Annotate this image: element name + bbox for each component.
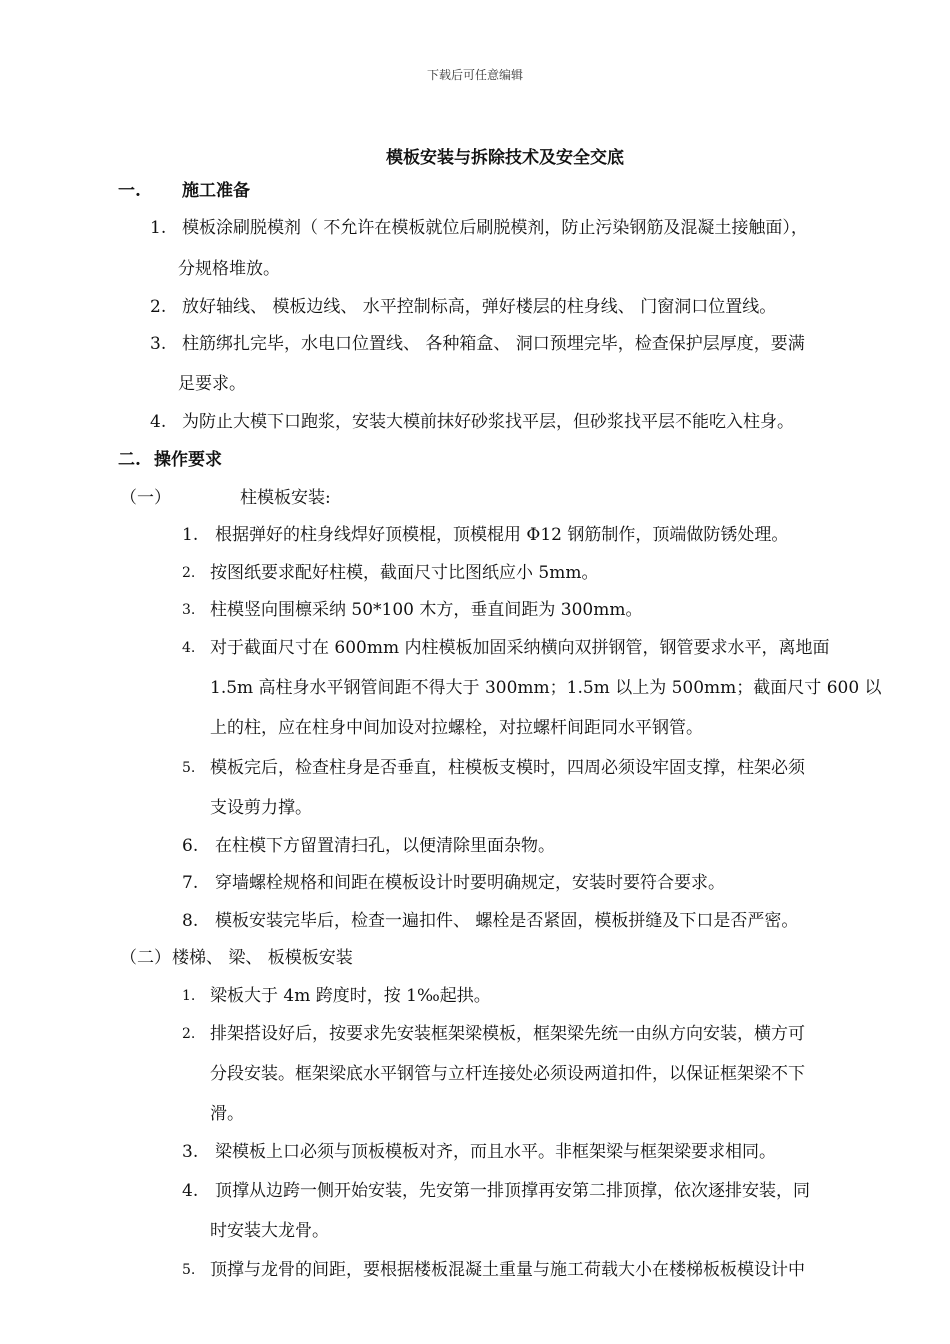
sub1-item-1-line-1: 根据弹好的柱身线焊好顶模棍，顶模棍用 Φ12 钢筋制作，顶端做防锈处理。 <box>215 525 789 545</box>
sub2-item-2-number: 2. <box>182 1026 196 1042</box>
sub1-item-4-line-1: 对于截面尺寸在 600mm 内柱模板加固采纳横向双拼钢管，钢管要求水平，离地面 <box>210 638 830 658</box>
s1-item-1-line-2: 分规格堆放。 <box>178 259 280 279</box>
sub-2-heading: 楼梯、 梁、 板模板安装 <box>172 948 353 968</box>
sub2-item-2-line-3: 滑。 <box>210 1104 244 1124</box>
sub-2-number: （二） <box>120 948 171 968</box>
sub2-item-4-line-1: 顶撑从边跨一侧开始安装，先安第一排顶撑再安第二排顶撑，依次逐排安装，同 <box>215 1181 810 1201</box>
sub1-item-4-line-3: 上的柱，应在柱身中间加设对拉螺栓，对拉螺杆间距同水平钢管。 <box>210 718 703 738</box>
sub1-item-8-line-1: 模板安装完毕后，检查一遍扣件、 螺栓是否紧固，模板拼缝及下口是否严密。 <box>215 911 799 931</box>
page-header: 下载后可任意编辑 <box>426 68 523 82</box>
sub1-item-4-number: 4. <box>182 640 196 656</box>
sub1-item-5-line-2: 支设剪力撑。 <box>210 798 312 818</box>
section-2-number: 二. <box>118 450 141 470</box>
sub2-item-4-number: 4. <box>182 1181 199 1201</box>
sub2-item-5-number: 5. <box>182 1262 196 1278</box>
sub1-item-6-number: 6. <box>182 836 199 856</box>
document-title: 模板安装与拆除技术及安全交底 <box>386 148 624 168</box>
sub1-item-8-number: 8. <box>182 911 199 931</box>
sub1-item-5-line-1: 模板完后，检查柱身是否垂直，柱模板支模时，四周必须设牢固支撑，柱架必须 <box>210 758 805 778</box>
s1-item-4-line-1: 为防止大模下口跑浆，安装大模前抹好砂浆找平层，但砂浆找平层不能吃入柱身。 <box>182 412 794 432</box>
sub2-item-2-line-2: 分段安装。框架梁底水平钢管与立杆连接处必须设两道扣件，以保证框架梁不下 <box>210 1064 805 1084</box>
sub-1-heading: 柱模板安装: <box>240 488 331 508</box>
sub2-item-3-number: 3. <box>182 1142 199 1162</box>
section-2-heading: 操作要求 <box>154 450 222 470</box>
s1-item-3-number: 3. <box>150 334 167 354</box>
section-1-number: 一. <box>118 181 141 201</box>
sub2-item-5-line-1: 顶撑与龙骨的间距，要根据楼板混凝土重量与施工荷载大小在楼梯板板模设计中 <box>210 1260 805 1280</box>
s1-item-3-line-2: 足要求。 <box>178 374 246 394</box>
sub1-item-2-number: 2. <box>182 565 196 581</box>
sub2-item-2-line-1: 排架搭设好后，按要求先安装框架梁模板，框架梁先统一由纵方向安装，横方可 <box>210 1024 805 1044</box>
s1-item-3-line-1: 柱筋绑扎完毕，水电口位置线、 各种箱盒、 洞口预埋完毕，检查保护层厚度，要满 <box>182 334 805 354</box>
sub1-item-5-number: 5. <box>182 760 196 776</box>
sub2-item-4-line-2: 时安装大龙骨。 <box>210 1221 329 1241</box>
sub-1-number: （一） <box>120 488 171 508</box>
s1-item-4-number: 4. <box>150 412 167 432</box>
sub1-item-6-line-1: 在柱模下方留置清扫孔，以便清除里面杂物。 <box>215 836 555 856</box>
sub1-item-7-line-1: 穿墙螺栓规格和间距在模板设计时要明确规定，安装时要符合要求。 <box>215 873 725 893</box>
sub1-item-4-line-2: 1.5m 高柱身水平钢管间距不得大于 300mm；1.5m 以上为 500mm；截面尺寸 600 以 <box>210 678 882 698</box>
sub2-item-1-number: 1. <box>182 988 196 1004</box>
s1-item-1-line-1: 模板涂刷脱模剂（ 不允许在模板就位后刷脱模剂，防止污染钢筋及混凝土接触面）， <box>182 218 808 238</box>
s1-item-2-line-1: 放好轴线、 模板边线、 水平控制标高，弹好楼层的柱身线、 门窗洞口位置线。 <box>182 297 777 317</box>
s1-item-1-number: 1. <box>150 218 167 238</box>
sub1-item-2-line-1: 按图纸要求配好柱模，截面尺寸比图纸应小 5mm。 <box>210 563 599 583</box>
sub2-item-1-line-1: 梁板大于 4m 跨度时，按 1‰起拱。 <box>210 986 491 1006</box>
sub1-item-3-number: 3. <box>182 602 196 618</box>
sub1-item-3-line-1: 柱模竖向围檩采纳 50*100 木方，垂直间距为 300mm。 <box>210 600 643 620</box>
section-1-heading: 施工准备 <box>182 181 250 201</box>
sub1-item-7-number: 7. <box>182 873 199 893</box>
sub1-item-1-number: 1. <box>182 525 199 545</box>
s1-item-2-number: 2. <box>150 297 167 317</box>
sub2-item-3-line-1: 梁模板上口必须与顶板模板对齐，而且水平。非框架梁与框架梁要求相同。 <box>215 1142 776 1162</box>
